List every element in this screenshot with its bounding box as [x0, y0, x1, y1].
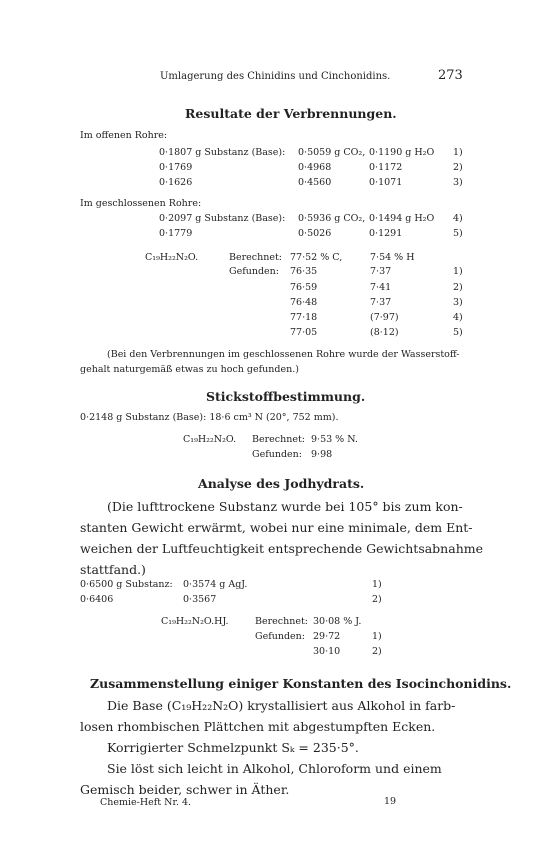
formula: C₁₉H₂₂N₂O.: [145, 252, 199, 263]
table-cell: 1): [372, 579, 382, 590]
found-c: 77·05: [290, 327, 318, 338]
table-cell: 0·1626: [159, 177, 193, 188]
found-n: 4): [453, 312, 463, 323]
found-value: 29·72: [313, 631, 341, 642]
paragraph-line: losen rhombischen Plättchen mit abgestumpften Ecken.: [80, 719, 436, 734]
paragraph-line: Die Base (C₁₉H₂₂N₂O) krystallisiert aus Alkohol in farb-: [107, 698, 456, 713]
calc-value: 30·08 % J.: [313, 616, 362, 627]
section-heading-constants: Zusammenstellung einiger Konstanten des Isocinchonidins.: [90, 676, 512, 691]
table-cell: 2): [453, 162, 463, 173]
table-cell: 0·4560: [298, 177, 332, 188]
paragraph: [80, 695, 475, 800]
calc-label: Berechnet:: [229, 252, 282, 263]
paragraph-line: weichen der Luftfeuchtigkeit entsprechende Gewichtsabnahme: [80, 541, 483, 556]
table-cell: 4): [453, 213, 463, 224]
table-cell: 0·3574 g AgJ.: [183, 579, 248, 590]
open-tube-label: Im offenen Rohre:: [80, 130, 168, 141]
table-cell: 0·1769: [159, 162, 193, 173]
paragraph-line: (Die lufttrockene Substanz wurde bei 105° bis zum kon-: [107, 499, 463, 514]
formula: C₁₉H₂₂N₂O.: [183, 434, 237, 445]
formula: C₁₉H₂₂N₂O.HJ.: [161, 616, 229, 627]
found-n: 2): [453, 282, 463, 293]
found-c: 76·48: [290, 297, 318, 308]
table-cell: 0·1807 g Substanz (Base):: [159, 147, 286, 158]
found-label: Gefunden:: [252, 449, 302, 460]
page-number: 273: [438, 68, 463, 83]
calc-c-value: 77·52 % C,: [290, 252, 343, 263]
table-cell: 0·1190 g H₂O: [369, 147, 435, 158]
found-h: 7·37: [370, 266, 392, 277]
paragraph-line: Sie löst sich leicht in Alkohol, Chloroform und einem: [107, 761, 442, 776]
found-value: 30·10: [313, 646, 341, 657]
section-heading-combustion: Resultate der Verbrennungen.: [185, 106, 397, 121]
found-label: Gefunden:: [229, 266, 279, 277]
table-cell: 0·1172: [369, 162, 403, 173]
calc-value: 9·53 % N.: [311, 434, 358, 445]
footer-left: Chemie-Heft Nr. 4.: [100, 797, 192, 808]
found-value: 9·98: [311, 449, 333, 460]
table-cell: 0·1291: [369, 228, 403, 239]
found-h: (8·12): [370, 327, 399, 338]
found-h: (7·97): [370, 312, 399, 323]
found-n: 1): [453, 266, 463, 277]
paragraph-line: stanten Gewicht erwärmt, wobei nur eine minimale, dem Ent-: [80, 520, 473, 535]
table-cell: 0·5059 g CO₂,: [298, 147, 366, 158]
paragraph-line: stattfand.): [80, 562, 146, 577]
found-n: 2): [372, 646, 382, 657]
footnote-line: gehalt naturgemäß etwas zu hoch gefunden.): [80, 364, 299, 375]
running-title: Umlagerung des Chinidins und Cinchonidins.: [160, 71, 391, 82]
table-cell: 0·6500 g Substanz:: [80, 579, 173, 590]
table-cell: 0·5936 g CO₂,: [298, 213, 366, 224]
paragraph-line: Korrigierter Schmelzpunkt Sₖ = 235·5°.: [107, 740, 359, 755]
footer-page: 19: [384, 796, 397, 807]
found-c: 76·59: [290, 282, 318, 293]
table-cell: 0·6406: [80, 594, 114, 605]
found-n: 1): [372, 631, 382, 642]
table-cell: 0·2097 g Substanz (Base):: [159, 213, 286, 224]
calc-label: Berechnet:: [252, 434, 305, 445]
paragraph-line: Gemisch beider, schwer in Äther.: [80, 782, 290, 797]
table-cell: 0·1779: [159, 228, 193, 239]
table-cell: 0·1494 g H₂O: [369, 213, 435, 224]
table-cell: 0·1071: [369, 177, 403, 188]
table-cell: 0·3567: [183, 594, 217, 605]
found-n: 3): [453, 297, 463, 308]
section-heading-nitrogen: Stickstoffbestimmung.: [206, 389, 366, 404]
nitrogen-measurement: 0·2148 g Substanz (Base): 18·6 cm³ N (20°, 752 mm).: [80, 412, 339, 423]
found-n: 5): [453, 327, 463, 338]
table-cell: 3): [453, 177, 463, 188]
found-c: 77·18: [290, 312, 318, 323]
table-cell: 0·4968: [298, 162, 332, 173]
found-h: 7·37: [370, 297, 392, 308]
section-heading-iodide: Analyse des Jodhydrats.: [198, 476, 365, 491]
found-c: 76·35: [290, 266, 318, 277]
table-cell: 5): [453, 228, 463, 239]
found-label: Gefunden:: [255, 631, 305, 642]
calc-h-value: 7·54 % H: [370, 252, 415, 263]
paragraph: [80, 496, 483, 580]
table-cell: 2): [372, 594, 382, 605]
found-h: 7·41: [370, 282, 392, 293]
closed-tube-label: Im geschlossenen Rohre:: [80, 198, 202, 209]
table-cell: 1): [453, 147, 463, 158]
table-cell: 0·5026: [298, 228, 332, 239]
footnote-line: (Bei den Verbrennungen im geschlossenen Rohre wurde der Wasserstoff-: [107, 349, 460, 360]
calc-label: Berechnet:: [255, 616, 308, 627]
